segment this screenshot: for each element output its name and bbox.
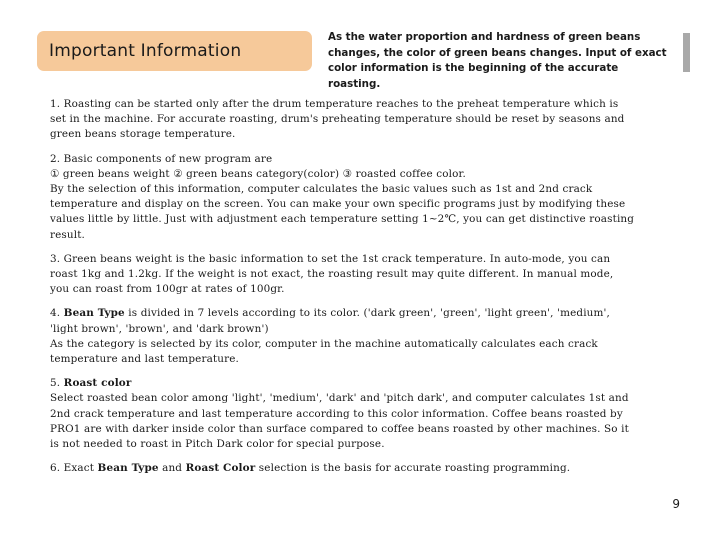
section-5-heading bbox=[50, 376, 665, 391]
bean-type-term: Bean Type bbox=[97, 462, 159, 475]
section-4-line: temperature and last temperature. bbox=[50, 353, 239, 366]
section-3 bbox=[50, 252, 665, 298]
section-6-prefix: 6. Exact bbox=[50, 462, 98, 475]
section-2-line: 2. Basic components of new program are bbox=[50, 152, 273, 165]
section-6 bbox=[50, 461, 665, 476]
section-1-line: set in the machine. For accurate roasting, drum's preheating temperature should be reset by seasons and bbox=[50, 113, 625, 126]
section-3-line: you can roast from 100gr at rates of 100gr. bbox=[50, 283, 285, 296]
section-3-line: 3. Green beans weight is the basic information to set the 1st crack temperature. In auto-mode, you can bbox=[50, 252, 611, 265]
section-5 bbox=[50, 376, 665, 452]
roast-color-term: Roast Color bbox=[185, 462, 256, 475]
section-3-line: roast 1kg and 1.2kg. If the weight is not exact, the roasting result may quite different. In manual mode, bbox=[50, 268, 614, 281]
section-2-line: temperature and display on the screen. You can make your own specific programs just by modifying these bbox=[50, 198, 626, 211]
header-title: Important Information bbox=[49, 41, 242, 61]
section-4-text: is divided in 7 levels according to its color. ('dark green', 'green', 'light green', 'medium', bbox=[124, 307, 610, 320]
section-4-line: 'light brown', 'brown', and 'dark brown') bbox=[50, 322, 269, 335]
section-6-mid: and bbox=[158, 462, 186, 475]
section-1-line: 1. Roasting can be started only after the drum temperature reaches to the preheat temperature which is bbox=[50, 98, 619, 110]
section-6-line bbox=[50, 461, 665, 476]
section-1 bbox=[50, 97, 665, 143]
section-1-line: green beans storage temperature. bbox=[50, 128, 236, 141]
section-2-line: By the selection of this information, computer calculates the basic values such as 1st and 2nd crack bbox=[50, 183, 593, 196]
page-number: 9 bbox=[672, 497, 680, 511]
section-5-prefix: 5. bbox=[50, 377, 64, 390]
section-5-line: is not needed to roast in Pitch Dark color for special purpose. bbox=[50, 438, 385, 451]
section-5-line: 2nd crack temperature and last temperature according to this color information. Coffee beans roasted by bbox=[50, 407, 623, 420]
document-body bbox=[50, 97, 665, 485]
section-5-line: PRO1 are with darker inside color than surface compared to coffee beans roasted by other machines. So it bbox=[50, 422, 629, 435]
side-accent-bar bbox=[683, 33, 690, 72]
section-2 bbox=[50, 152, 665, 243]
header-note bbox=[328, 30, 673, 92]
section-4 bbox=[50, 306, 665, 367]
section-2-line: values little by little. Just with adjustment each temperature setting 1~2℃, you can get distinctive roasting bbox=[50, 213, 635, 226]
section-5-line: Select roasted bean color among 'light', 'medium', 'dark' and 'pitch dark', and computer calculates 1st and bbox=[50, 392, 629, 405]
section-6-suffix: selection is the basis for accurate roasting programming. bbox=[255, 462, 571, 475]
section-2-line: result. bbox=[50, 228, 85, 241]
header-note-line: As the water proportion and hardness of green beans bbox=[328, 31, 641, 43]
section-4-line: As the category is selected by its color, computer in the machine automatically calculates each crack bbox=[50, 337, 598, 350]
section-4-line bbox=[50, 306, 665, 321]
bean-type-term: Bean Type bbox=[63, 307, 125, 320]
header-note-line: changes, the color of green beans changes. Input of exact bbox=[328, 46, 667, 59]
section-4-prefix: 4. bbox=[50, 307, 64, 320]
header-note-line: color information is the beginning of the accurate roasting. bbox=[328, 62, 619, 90]
roast-color-term: Roast color bbox=[63, 377, 132, 390]
section-2-line: ① green beans weight ② green beans category(color) ③ roasted coffee color. bbox=[50, 167, 466, 180]
header-box bbox=[37, 31, 312, 71]
